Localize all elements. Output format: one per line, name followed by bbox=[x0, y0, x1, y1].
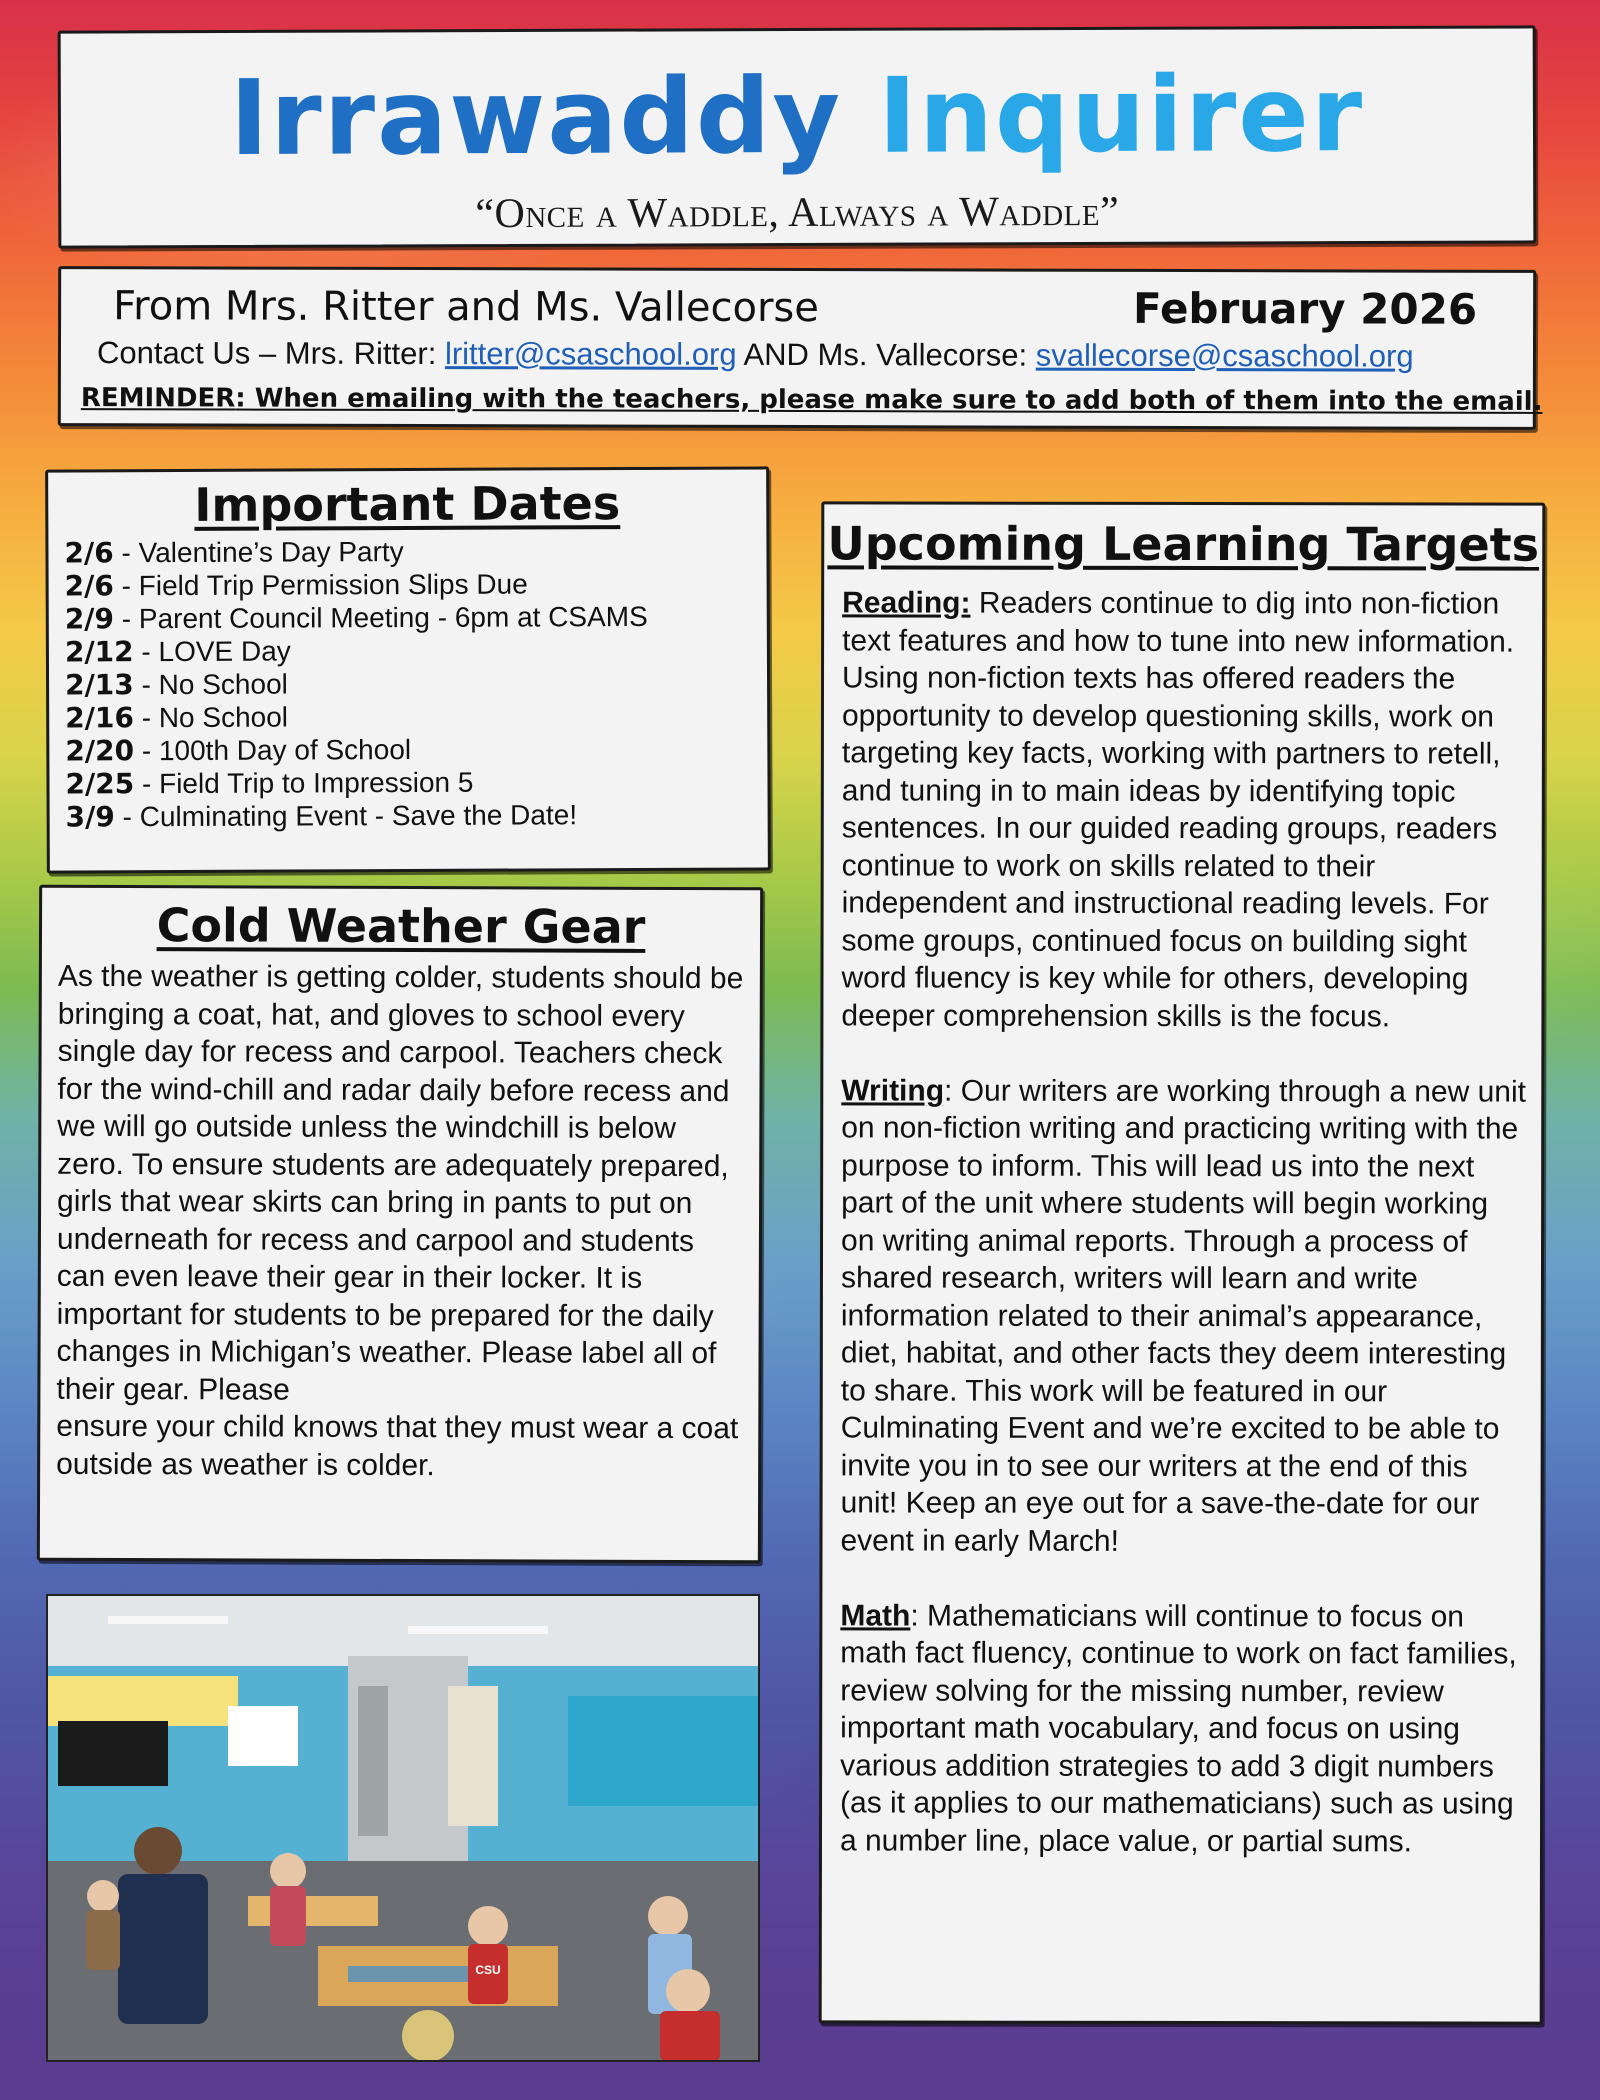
list-item: 2/13 - No School bbox=[64, 668, 288, 702]
contact-mid: AND Ms. Vallecorse: bbox=[743, 336, 1028, 373]
title-word-1: Irrawaddy bbox=[229, 54, 843, 179]
learning-targets-panel bbox=[819, 501, 1546, 2024]
reading-paragraph: Reading: Readers continue to dig into non-fiction text features and how to tune into new information. Using non-fiction texts has offered readers the opportunity to develop questioning skills, work on targeting key facts, working with partners to retell, and tuning in to main ideas by identifying topic sentences. In our guided reading groups, readers continue to work on skills related to their independent and instructional reading levels. For some groups, continued focus on building sight word fluency is key while for others, developing deeper comprehension skills is the focus. bbox=[841, 586, 1515, 1033]
list-item: 2/20 - 100th Day of School bbox=[65, 733, 412, 768]
important-dates-panel bbox=[45, 466, 771, 873]
important-dates-title: Important Dates bbox=[194, 476, 621, 532]
list-item: 2/12 - LOVE Day bbox=[64, 635, 291, 669]
list-item: 2/9 - Parent Council Meeting - 6pm at CSAMS bbox=[64, 600, 648, 636]
reminder-line bbox=[81, 383, 1543, 417]
list-item: 3/9 - Culminating Event - Save the Date! bbox=[65, 799, 578, 834]
learning-targets-title: Upcoming Learning Targets bbox=[827, 516, 1540, 572]
email-link-vallecorse[interactable]: svallecorse@csaschool.org bbox=[1035, 337, 1414, 374]
cold-weather-panel bbox=[37, 885, 763, 1564]
title-word-2: Inquirer bbox=[877, 53, 1365, 177]
motto: “Once a Waddle, Always a Waddle” bbox=[475, 188, 1120, 238]
issue-date: February 2026 bbox=[1132, 283, 1478, 334]
list-item: 2/25 - Field Trip to Impression 5 bbox=[65, 766, 474, 801]
dates-list bbox=[64, 533, 767, 833]
reminder-text: : When emailing with the teachers, please make sure to add both of them into the email. bbox=[235, 383, 1543, 417]
masthead bbox=[58, 25, 1537, 248]
classroom-photo bbox=[46, 1594, 760, 2062]
from-line: From Mrs. Ritter and Ms. Vallecorse bbox=[113, 283, 819, 332]
contact-line bbox=[97, 335, 1414, 374]
list-item: 2/16 - No School bbox=[65, 701, 289, 735]
reminder-label: REMINDER bbox=[80, 383, 236, 414]
newsletter-title bbox=[61, 52, 1533, 179]
math-label: Math bbox=[840, 1598, 911, 1633]
reading-label: Reading: bbox=[842, 586, 971, 620]
writing-label: Writing bbox=[841, 1073, 945, 1108]
contact-prefix: Contact Us – Mrs. Ritter: bbox=[96, 335, 437, 372]
cold-weather-body: As the weather is getting colder, students should be bringing a coat, hat, and gloves to school every single day for recess and carpool. Teachers check for the wind-chill and radar daily before recess and we will go outside unless the windchill is below zero. To ensure students are adequately prepared, girls that wear skirts can bring in pants to put on underneath for recess and carpool and students can even leave their gear in their locker. It is important for students to be prepared for the daily changes in Michigan’s weather. Please label all of their gear. Please ensure your child knows that they must wear a coat outside as weather is colder. bbox=[56, 959, 744, 1482]
contact-panel bbox=[58, 266, 1543, 430]
writing-paragraph: Writing: Our writers are working through a new unit on non-fiction writing and practicing writing with the purpose to inform. This will lead us into the next part of the unit where students will begin working on writing animal reports. Through a process of shared research, writers will learn and write information related to their animal’s appearance, diet, habitat, and other facts they deem interesting to share. This work will be featured in our Culminating Event and we’re excited to be able to invite you in to see our writers at the end of this unit! Keep an eye out for a save-the-date for our event in early March! bbox=[840, 1073, 1527, 1558]
math-paragraph: Math: Mathematicians will continue to focus on math fact fluency, continue to work on fact families, review solving for the missing number, review important math vocabulary, and focus on using various addition strategies to add 3 digit numbers (as it applies to our mathematicians) such as using a number line, place value, or partial sums. bbox=[839, 1598, 1517, 1858]
classroom-photo-illustration bbox=[48, 1596, 758, 2060]
email-link-ritter[interactable]: lritter@csaschool.org bbox=[444, 336, 737, 372]
list-item: 2/6 - Field Trip Permission Slips Due bbox=[64, 568, 528, 603]
list-item: 2/6 - Valentine’s Day Party bbox=[64, 536, 404, 570]
cold-weather-title: Cold Weather Gear bbox=[156, 898, 646, 954]
shirt-text: CSU bbox=[475, 1963, 501, 1977]
